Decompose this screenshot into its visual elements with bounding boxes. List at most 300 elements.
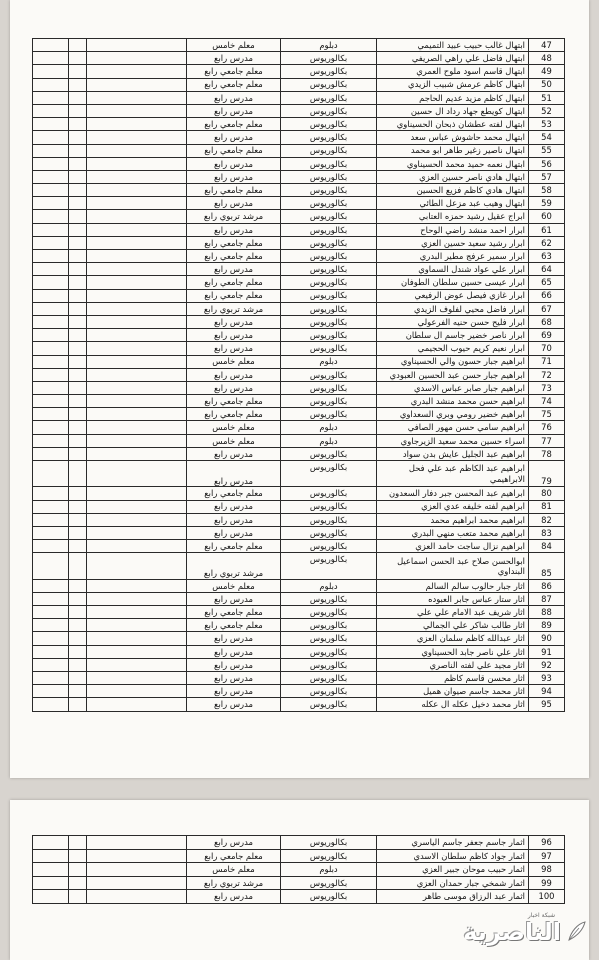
empty-cell	[33, 698, 69, 711]
empty-cell	[33, 553, 69, 579]
empty-cell	[87, 276, 187, 289]
empty-cell	[69, 302, 87, 315]
job-title-cell: معلم خامس	[187, 863, 281, 877]
empty-cell	[33, 263, 69, 276]
empty-cell	[69, 223, 87, 236]
empty-cell	[33, 210, 69, 223]
empty-cell	[69, 250, 87, 263]
employee-name-cell: ابتهال لفته عطشان ذبحان الحسيناوي	[377, 118, 529, 131]
staff-table-page-2	[32, 835, 565, 904]
empty-cell	[33, 144, 69, 157]
employee-name-cell: ابراهيم حسن محمد منشد البدري	[377, 395, 529, 408]
employee-name-cell: اثمار جاسم جعفر جاسم الياسري	[377, 836, 529, 850]
empty-cell	[69, 197, 87, 210]
row-number-cell: 73	[529, 381, 565, 394]
job-title-cell: مدرس رابع	[187, 315, 281, 328]
row-number-cell: 56	[529, 157, 565, 170]
employee-name-cell: ابتهال نعمه حميد محمد الحسيناوي	[377, 157, 529, 170]
degree-cell: دبلوم	[281, 421, 377, 434]
job-title-cell: معلم جامعي رابع	[187, 78, 281, 91]
table-row	[33, 395, 565, 408]
empty-cell	[87, 91, 187, 104]
row-number-cell: 63	[529, 250, 565, 263]
row-number-cell: 51	[529, 91, 565, 104]
empty-cell	[33, 672, 69, 685]
degree-cell: بكالوريوس	[281, 500, 377, 513]
row-number-cell: 69	[529, 329, 565, 342]
job-title-cell: معلم جامعي رابع	[187, 144, 281, 157]
table-row	[33, 645, 565, 658]
degree-cell: بكالوريوس	[281, 876, 377, 890]
watermark-logo	[463, 910, 591, 954]
empty-cell	[87, 645, 187, 658]
empty-cell	[69, 685, 87, 698]
row-number-cell: 57	[529, 170, 565, 183]
empty-cell	[69, 289, 87, 302]
employee-name-cell: ابتهال فاضل علي راهي الصريفي	[377, 52, 529, 65]
degree-cell: بكالوريوس	[281, 553, 377, 579]
job-title-cell: معلم جامعي رابع	[187, 487, 281, 500]
employee-name-cell: ابرار غازي فيصل عوض الرفيعي	[377, 289, 529, 302]
table-row	[33, 487, 565, 500]
table-row	[33, 289, 565, 302]
empty-cell	[69, 513, 87, 526]
employee-name-cell: ابرار رشيد سعيد حسين العزي	[377, 236, 529, 249]
empty-cell	[33, 447, 69, 460]
empty-cell	[87, 52, 187, 65]
table-row	[33, 540, 565, 553]
empty-cell	[69, 592, 87, 605]
employee-name-cell: اثمار جواد كاظم سلطان الاسدي	[377, 849, 529, 863]
empty-cell	[69, 368, 87, 381]
empty-cell	[33, 487, 69, 500]
empty-cell	[33, 184, 69, 197]
row-number-cell: 83	[529, 526, 565, 539]
degree-cell: بكالوريوس	[281, 236, 377, 249]
job-title-cell: معلم جامعي رابع	[187, 606, 281, 619]
table-row	[33, 421, 565, 434]
empty-cell	[87, 685, 187, 698]
empty-cell	[87, 329, 187, 342]
employee-name-cell: ابرار احمد منشد راضي الوحاح	[377, 223, 529, 236]
empty-cell	[33, 236, 69, 249]
employee-name-cell: ابتهال هادي كاظم فزيع الحسين	[377, 184, 529, 197]
table-row	[33, 461, 565, 487]
job-title-cell: مدرس رابع	[187, 672, 281, 685]
empty-cell	[33, 131, 69, 144]
empty-cell	[69, 408, 87, 421]
employee-name-cell: ابراهيم جبار حسون والي الحسيناوي	[377, 355, 529, 368]
employee-name-cell: ابتهال قاسم اسود ملوح العمري	[377, 65, 529, 78]
empty-cell	[69, 395, 87, 408]
degree-cell: بكالوريوس	[281, 487, 377, 500]
degree-cell: بكالوريوس	[281, 698, 377, 711]
row-number-cell: 64	[529, 263, 565, 276]
employee-name-cell: ابتهال ناصير زغير طاهر ابو محمد	[377, 144, 529, 157]
empty-cell	[87, 421, 187, 434]
job-title-cell: مدرس رابع	[187, 447, 281, 460]
employee-name-cell: اسراء حسين محمد سعيد الزيرجاوي	[377, 434, 529, 447]
job-title-cell: معلم جامعي رابع	[187, 276, 281, 289]
empty-cell	[69, 342, 87, 355]
empty-cell	[87, 849, 187, 863]
empty-cell	[87, 118, 187, 131]
degree-cell: بكالوريوس	[281, 890, 377, 904]
degree-cell: بكالوريوس	[281, 223, 377, 236]
job-title-cell: مدرس رابع	[187, 368, 281, 381]
table-row	[33, 553, 565, 579]
employee-name-cell: اثار علي ناصر جابد الحسيناوي	[377, 645, 529, 658]
empty-cell	[87, 144, 187, 157]
table-row	[33, 381, 565, 394]
row-number-cell: 53	[529, 118, 565, 131]
empty-cell	[87, 39, 187, 52]
degree-cell: دبلوم	[281, 863, 377, 877]
empty-cell	[87, 619, 187, 632]
job-title-cell: مدرس رابع	[187, 890, 281, 904]
degree-cell: بكالوريوس	[281, 289, 377, 302]
empty-cell	[87, 355, 187, 368]
employee-name-cell: ابرار عيسى حسين سلطان الطوفان	[377, 276, 529, 289]
employee-name-cell: ابراهيم عبد الكاظم عبد علي فحل الابراهيمي	[377, 461, 529, 487]
employee-name-cell: ابرار ناصر خضير جاسم ال سلطان	[377, 329, 529, 342]
job-title-cell: معلم جامعي رابع	[187, 395, 281, 408]
empty-cell	[69, 619, 87, 632]
empty-cell	[69, 632, 87, 645]
degree-cell: بكالوريوس	[281, 170, 377, 183]
empty-cell	[87, 236, 187, 249]
logo-text: الناصرية	[463, 918, 561, 946]
row-number-cell: 80	[529, 487, 565, 500]
degree-cell: بكالوريوس	[281, 118, 377, 131]
empty-cell	[69, 863, 87, 877]
empty-cell	[69, 39, 87, 52]
empty-cell	[87, 876, 187, 890]
empty-cell	[87, 289, 187, 302]
degree-cell: دبلوم	[281, 39, 377, 52]
table-row	[33, 184, 565, 197]
empty-cell	[33, 329, 69, 342]
job-title-cell: معلم جامعي رابع	[187, 289, 281, 302]
row-number-cell: 92	[529, 658, 565, 671]
empty-cell	[33, 579, 69, 592]
job-title-cell: مدرس رابع	[187, 131, 281, 144]
empty-cell	[33, 197, 69, 210]
row-number-cell: 77	[529, 434, 565, 447]
empty-cell	[69, 276, 87, 289]
empty-cell	[69, 434, 87, 447]
job-title-cell: مدرس رابع	[187, 592, 281, 605]
empty-cell	[87, 184, 187, 197]
row-number-cell: 97	[529, 849, 565, 863]
table-row	[33, 39, 565, 52]
empty-cell	[87, 78, 187, 91]
job-title-cell: مدرس رابع	[187, 461, 281, 487]
row-number-cell: 81	[529, 500, 565, 513]
employee-name-cell: اثمار عبد الرزاق موسى طاهر	[377, 890, 529, 904]
table-row	[33, 157, 565, 170]
employee-name-cell: اثار محمد دخيل عكله ال عكله	[377, 698, 529, 711]
row-number-cell: 91	[529, 645, 565, 658]
row-number-cell: 93	[529, 672, 565, 685]
empty-cell	[69, 236, 87, 249]
row-number-cell: 49	[529, 65, 565, 78]
table-row	[33, 250, 565, 263]
table-row	[33, 315, 565, 328]
empty-cell	[87, 553, 187, 579]
degree-cell: بكالوريوس	[281, 381, 377, 394]
row-number-cell: 62	[529, 236, 565, 249]
degree-cell: بكالوريوس	[281, 461, 377, 487]
table-row	[33, 592, 565, 605]
degree-cell: بكالوريوس	[281, 447, 377, 460]
row-number-cell: 67	[529, 302, 565, 315]
degree-cell: بكالوريوس	[281, 395, 377, 408]
employee-name-cell: ابرار علي عواد شندل السماوي	[377, 263, 529, 276]
degree-cell: بكالوريوس	[281, 157, 377, 170]
table-row	[33, 890, 565, 904]
empty-cell	[87, 836, 187, 850]
job-title-cell: معلم خامس	[187, 579, 281, 592]
empty-cell	[33, 368, 69, 381]
degree-cell: بكالوريوس	[281, 849, 377, 863]
row-number-cell: 66	[529, 289, 565, 302]
degree-cell: بكالوريوس	[281, 65, 377, 78]
row-number-cell: 85	[529, 553, 565, 579]
empty-cell	[33, 408, 69, 421]
row-number-cell: 55	[529, 144, 565, 157]
empty-cell	[69, 540, 87, 553]
job-title-cell: معلم خامس	[187, 39, 281, 52]
document-page-1	[10, 0, 589, 778]
table-row	[33, 876, 565, 890]
degree-cell: بكالوريوس	[281, 408, 377, 421]
employee-name-cell: ابتهال وهيب عبد مزعل الطائي	[377, 197, 529, 210]
empty-cell	[87, 579, 187, 592]
empty-cell	[69, 876, 87, 890]
degree-cell: بكالوريوس	[281, 104, 377, 117]
job-title-cell: معلم جامعي رابع	[187, 849, 281, 863]
job-title-cell: مدرس رابع	[187, 170, 281, 183]
employee-name-cell: ابراهيم لفته خليفه عدي العزي	[377, 500, 529, 513]
job-title-cell: معلم جامعي رابع	[187, 184, 281, 197]
empty-cell	[87, 863, 187, 877]
job-title-cell: معلم جامعي رابع	[187, 118, 281, 131]
degree-cell: بكالوريوس	[281, 513, 377, 526]
job-title-cell: مدرس رابع	[187, 104, 281, 117]
empty-cell	[69, 78, 87, 91]
row-number-cell: 60	[529, 210, 565, 223]
degree-cell: بكالوريوس	[281, 52, 377, 65]
employee-name-cell: ابراهيم محمد متعب منهي البدري	[377, 526, 529, 539]
degree-cell: بكالوريوس	[281, 645, 377, 658]
employee-name-cell: ابرار سمير عرفج مطير البدري	[377, 250, 529, 263]
employee-name-cell: ابراهيم عبد المحسن جبر دفار السعدون	[377, 487, 529, 500]
row-number-cell: 99	[529, 876, 565, 890]
table-row	[33, 836, 565, 850]
row-number-cell: 75	[529, 408, 565, 421]
row-number-cell: 52	[529, 104, 565, 117]
staff-table-body	[33, 39, 565, 712]
employee-name-cell: ابراهيم عبد الجليل عايش بدن سواد	[377, 447, 529, 460]
table-row	[33, 672, 565, 685]
table-row	[33, 619, 565, 632]
staff-table-body	[33, 836, 565, 904]
empty-cell	[87, 302, 187, 315]
empty-cell	[69, 461, 87, 487]
row-number-cell: 82	[529, 513, 565, 526]
row-number-cell: 95	[529, 698, 565, 711]
employee-name-cell: اثار عبدالله كاظم سلمان العزي	[377, 632, 529, 645]
empty-cell	[87, 513, 187, 526]
empty-cell	[33, 863, 69, 877]
empty-cell	[69, 315, 87, 328]
logo-subtitle: شبكة اخبار	[527, 912, 555, 919]
degree-cell: بكالوريوس	[281, 685, 377, 698]
degree-cell: بكالوريوس	[281, 144, 377, 157]
row-number-cell: 76	[529, 421, 565, 434]
empty-cell	[69, 606, 87, 619]
empty-cell	[87, 447, 187, 460]
table-row	[33, 65, 565, 78]
row-number-cell: 86	[529, 579, 565, 592]
empty-cell	[69, 836, 87, 850]
empty-cell	[33, 619, 69, 632]
degree-cell: بكالوريوس	[281, 210, 377, 223]
empty-cell	[69, 157, 87, 170]
job-title-cell: مدرس رابع	[187, 632, 281, 645]
empty-cell	[69, 487, 87, 500]
job-title-cell: مدرس رابع	[187, 157, 281, 170]
empty-cell	[69, 52, 87, 65]
job-title-cell: مدرس رابع	[187, 223, 281, 236]
employee-name-cell: اثار طالب شاكر علي الجمالي	[377, 619, 529, 632]
table-row	[33, 329, 565, 342]
empty-cell	[69, 131, 87, 144]
empty-cell	[87, 263, 187, 276]
table-row	[33, 342, 565, 355]
empty-cell	[69, 553, 87, 579]
table-row	[33, 118, 565, 131]
empty-cell	[69, 104, 87, 117]
empty-cell	[87, 342, 187, 355]
empty-cell	[87, 592, 187, 605]
empty-cell	[69, 210, 87, 223]
employee-name-cell: اثمار حبيب موحان جبير العزي	[377, 863, 529, 877]
empty-cell	[33, 250, 69, 263]
table-row	[33, 144, 565, 157]
employee-name-cell: ابرار فاضل محيي لفلوف الزيدي	[377, 302, 529, 315]
employee-name-cell: اثمار شمخي جبار حمدان العزي	[377, 876, 529, 890]
table-row	[33, 197, 565, 210]
job-title-cell: مدرس رابع	[187, 329, 281, 342]
row-number-cell: 96	[529, 836, 565, 850]
empty-cell	[69, 698, 87, 711]
empty-cell	[33, 645, 69, 658]
job-title-cell: معلم جامعي رابع	[187, 619, 281, 632]
empty-cell	[87, 368, 187, 381]
empty-cell	[87, 461, 187, 487]
row-number-cell: 89	[529, 619, 565, 632]
empty-cell	[33, 685, 69, 698]
table-row	[33, 408, 565, 421]
degree-cell: بكالوريوس	[281, 302, 377, 315]
empty-cell	[69, 447, 87, 460]
empty-cell	[33, 500, 69, 513]
table-row	[33, 513, 565, 526]
empty-cell	[87, 890, 187, 904]
empty-cell	[33, 65, 69, 78]
degree-cell: بكالوريوس	[281, 836, 377, 850]
empty-cell	[33, 91, 69, 104]
empty-cell	[87, 526, 187, 539]
empty-cell	[33, 302, 69, 315]
table-row	[33, 698, 565, 711]
job-title-cell: مدرس رابع	[187, 263, 281, 276]
empty-cell	[69, 118, 87, 131]
table-row	[33, 131, 565, 144]
empty-cell	[33, 157, 69, 170]
empty-cell	[33, 276, 69, 289]
degree-cell: بكالوريوس	[281, 315, 377, 328]
degree-cell: بكالوريوس	[281, 672, 377, 685]
row-number-cell: 68	[529, 315, 565, 328]
row-number-cell: 90	[529, 632, 565, 645]
job-title-cell: معلم جامعي رابع	[187, 250, 281, 263]
table-row	[33, 91, 565, 104]
degree-cell: بكالوريوس	[281, 658, 377, 671]
degree-cell: دبلوم	[281, 355, 377, 368]
degree-cell: بكالوريوس	[281, 91, 377, 104]
job-title-cell: مدرس رابع	[187, 645, 281, 658]
row-number-cell: 88	[529, 606, 565, 619]
table-row	[33, 579, 565, 592]
degree-cell: دبلوم	[281, 579, 377, 592]
empty-cell	[69, 65, 87, 78]
empty-cell	[87, 672, 187, 685]
empty-cell	[33, 315, 69, 328]
job-title-cell: مدرس رابع	[187, 381, 281, 394]
job-title-cell: مدرس رابع	[187, 342, 281, 355]
empty-cell	[33, 223, 69, 236]
empty-cell	[33, 606, 69, 619]
empty-cell	[69, 658, 87, 671]
employee-name-cell: اثار جبار حالوب سالم السالم	[377, 579, 529, 592]
empty-cell	[33, 381, 69, 394]
empty-cell	[87, 606, 187, 619]
empty-cell	[33, 526, 69, 539]
empty-cell	[87, 197, 187, 210]
empty-cell	[69, 355, 87, 368]
degree-cell: بكالوريوس	[281, 632, 377, 645]
empty-cell	[69, 170, 87, 183]
degree-cell: بكالوريوس	[281, 619, 377, 632]
job-title-cell: مدرس رابع	[187, 698, 281, 711]
degree-cell: بكالوريوس	[281, 250, 377, 263]
row-number-cell: 84	[529, 540, 565, 553]
empty-cell	[33, 78, 69, 91]
employee-name-cell: ابتهال كويطع جهاد رداد ال حسين	[377, 104, 529, 117]
employee-name-cell: ابراهيم جبار صابر عباس الاسدي	[377, 381, 529, 394]
empty-cell	[33, 513, 69, 526]
table-row	[33, 104, 565, 117]
table-row	[33, 78, 565, 91]
row-number-cell: 47	[529, 39, 565, 52]
job-title-cell: مدرس رابع	[187, 500, 281, 513]
empty-cell	[69, 144, 87, 157]
empty-cell	[33, 52, 69, 65]
degree-cell: بكالوريوس	[281, 329, 377, 342]
